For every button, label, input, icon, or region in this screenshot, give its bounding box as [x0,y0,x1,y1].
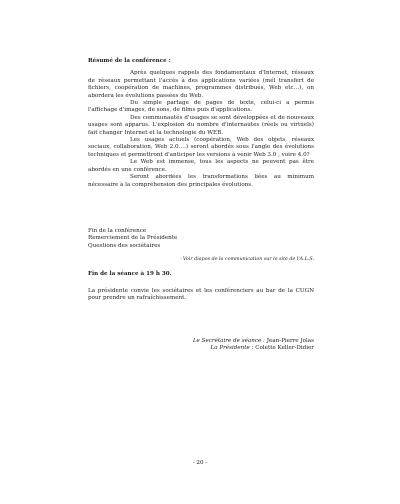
invitation-text: La présidente convie les sociétaires et les conférenciers au bar de la CUGN pour prendre un rafraîchissement. [88,288,314,302]
page-number: - 20 - [192,460,208,466]
closing-item: Fin de la conférence [88,228,147,234]
closing-item: Questions des sociétaires [88,242,161,249]
secretary-role: Le Secrétaire de séance : [192,338,265,344]
conference-summary [88,58,314,189]
summary-paragraph-2: Du simple partage de pages de texte, celui-ci a permis l'affichage d'images, de sons, de films puis d'applications. [88,100,314,114]
summary-paragraph-3: Des communautés d'usages se sont développées et de nouveaux usages sont apparus. L'explosion du nombre d'internautes (réels ou virtuels) fait changer Internet et la technologie du WEB. [88,114,314,136]
closing-item: Remerciement de la Présidente [88,235,178,242]
summary-paragraph-5: Le Web est immense, tous les aspects ne peuvent pas être abordés en une conférence. [88,159,314,173]
closing-list [88,228,314,250]
slides-note-row [88,256,314,263]
summary-paragraph-6: Seront abordées les transformations liées au minimum nécessaire à la compréhension des principales évolutions. [88,174,314,188]
session-end: Fin de la séance à 19 h 30. [88,271,172,277]
summary-paragraph-4: Les usages actuels (coopération, Web des objets, réseaux sociaux, collaboration, Web 2.0….) seront abordés sous l'angle des évolutions techniques et permettront d'anticiper les versions à venir Web 3.0 , voire 4.0? [88,137,314,158]
president-signature [180,345,314,352]
summary-paragraph-1: Après quelques rappels des fondamentaux d'Internet, réseaux de réseaux permettant l'accès à des applications variées (mél transfert de fichiers, coopération de machines, programmes distribués, Web etc…), on abordera les évolutions passées du Web. [88,70,314,99]
slides-note: - Voir diapos de la communication sur le site de l'A.L.S. [179,257,314,262]
secretary-name: Jean-Pierre Jolas [266,338,314,344]
president-role: La Présidente : [210,345,254,352]
summary-heading: Résumé de la conférence : [88,58,171,64]
signature-block [180,338,314,353]
president-name: Colette Keller-Didier [255,345,314,352]
